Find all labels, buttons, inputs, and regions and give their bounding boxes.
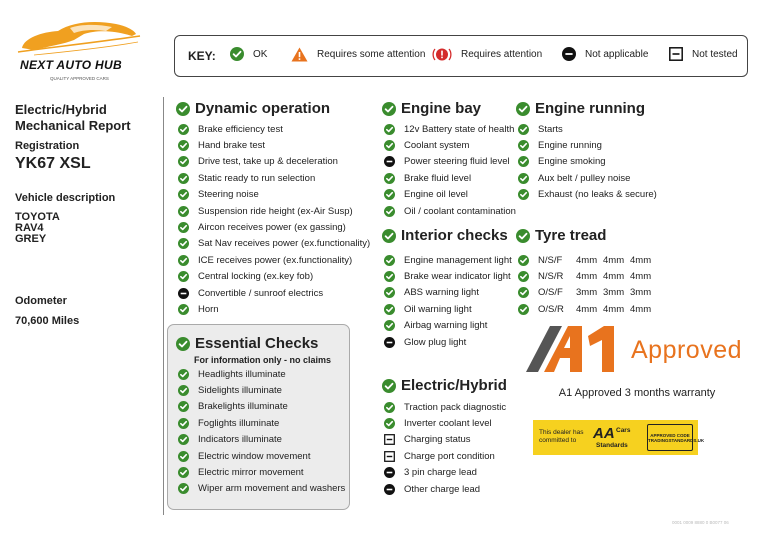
- essential-checks-subtitle: For information only - no claims: [194, 355, 332, 365]
- check-item: [178, 154, 370, 170]
- ok-icon: [384, 124, 395, 135]
- check-item: [384, 301, 512, 317]
- not-applicable-icon: [384, 467, 395, 478]
- check-item: [384, 137, 516, 153]
- check-item-label: 12v Battery state of health: [404, 123, 515, 135]
- check-item: [384, 481, 506, 497]
- tread-depth: 4mm: [603, 303, 625, 315]
- check-item: [178, 301, 370, 317]
- check-item: [384, 318, 512, 334]
- check-item-label: Oil / coolant contamination: [404, 205, 516, 217]
- check-item: [384, 432, 506, 448]
- interior-checks-heading: Interior checks: [382, 227, 508, 244]
- check-item: [178, 170, 370, 186]
- ok-icon: [518, 287, 529, 298]
- not-tested-icon: [384, 451, 395, 462]
- key-not-applicable: [562, 47, 648, 61]
- vehicle-description: [15, 212, 60, 245]
- check-item: [384, 121, 516, 137]
- vehicle-description-label: Vehicle description: [15, 192, 116, 204]
- electric-hybrid-heading: Electric/Hybrid: [382, 377, 507, 394]
- check-item-label: Headlights illuminate: [198, 368, 286, 380]
- check-item-label: Aircon receives power (ex gassing): [198, 222, 346, 234]
- key-alert: [432, 47, 542, 62]
- check-item: [178, 382, 345, 398]
- check-item: [178, 203, 370, 219]
- engine-running-heading: Engine running: [516, 100, 645, 117]
- ok-icon: [518, 156, 529, 167]
- key-title: KEY:: [188, 49, 216, 63]
- registration-label: Registration: [15, 140, 80, 152]
- check-item-label: Drive test, take up & deceleration: [198, 156, 338, 168]
- tyre-position: O/S/R: [538, 303, 564, 315]
- tyre-row: [518, 285, 657, 301]
- check-item-label: Charge port condition: [404, 450, 495, 462]
- check-item: [178, 121, 370, 137]
- tyre-position: N/S/F: [538, 254, 563, 266]
- tread-depth: 3mm: [603, 287, 625, 299]
- ok-icon: [382, 379, 396, 393]
- brand-name: NEXT AUTO HUB: [20, 58, 122, 72]
- check-item: [384, 334, 512, 350]
- ok-icon: [178, 140, 189, 151]
- car-silhouette-icon: [14, 14, 144, 60]
- check-item-label: Traction pack diagnostic: [404, 401, 507, 413]
- ok-icon: [516, 102, 530, 116]
- vehicle-colour: GREY: [15, 233, 47, 245]
- check-item-label: Brake fluid level: [404, 172, 472, 184]
- ok-icon: [384, 304, 395, 315]
- ok-icon: [178, 467, 189, 478]
- tread-depth: 4mm: [630, 254, 652, 266]
- a1-mark-icon: [524, 322, 628, 374]
- engine-bay-list: [384, 121, 516, 219]
- check-item-label: Glow plug light: [404, 336, 467, 348]
- ok-icon: [518, 271, 529, 282]
- check-item: [178, 219, 370, 235]
- aa-cars-standards-badge: [533, 420, 705, 455]
- check-item: [518, 121, 657, 137]
- check-item-label: Central locking (ex.key fob): [198, 271, 314, 283]
- check-item-label: Starts: [538, 123, 563, 135]
- ok-icon: [384, 206, 395, 217]
- footnote: 0001 0009 8880 0 B0077 06: [672, 520, 729, 525]
- tyre-position: O/S/F: [538, 287, 563, 299]
- aa-logo: AA: [593, 425, 615, 442]
- ok-icon: [178, 451, 189, 462]
- tyre-tread-list: [518, 252, 657, 318]
- not-tested-icon: [384, 434, 395, 445]
- check-item-label: Sat Nav receives power (ex.functionality): [198, 238, 371, 250]
- tread-depth: 4mm: [630, 303, 652, 315]
- tread-depth: 3mm: [576, 287, 598, 299]
- check-item: [178, 236, 370, 252]
- check-item-label: Foglights illuminate: [198, 417, 280, 429]
- tyre-tread-heading: Tyre tread: [516, 227, 606, 244]
- not-tested-icon: [669, 47, 683, 61]
- check-item: [384, 268, 512, 284]
- ok-icon: [384, 402, 395, 413]
- check-item-label: Engine management light: [404, 254, 512, 266]
- check-item: [178, 432, 345, 448]
- check-item-label: Engine running: [538, 140, 602, 152]
- ok-icon: [176, 337, 190, 351]
- check-item-label: ICE receives power (ex.functionality): [198, 254, 353, 266]
- not-applicable-icon: [384, 484, 395, 495]
- ok-icon: [384, 255, 395, 266]
- check-item-label: Charging status: [404, 434, 471, 446]
- check-item-label: Suspension ride height (ex-Air Susp): [198, 205, 353, 217]
- tread-depth: 4mm: [576, 271, 598, 283]
- check-item-label: Electric window movement: [198, 450, 311, 462]
- dynamic-operation-heading: Dynamic operation: [176, 100, 330, 117]
- check-item: [518, 154, 657, 170]
- tread-depth: 4mm: [603, 271, 625, 283]
- engine-bay-heading: Engine bay: [382, 100, 481, 117]
- ok-icon: [384, 271, 395, 282]
- check-item: [384, 187, 516, 203]
- engine-running-list: [518, 121, 657, 203]
- ok-icon: [384, 287, 395, 298]
- ok-icon: [178, 206, 189, 217]
- check-item-label: Wiper arm movement and washers: [198, 483, 346, 495]
- check-item: [384, 203, 516, 219]
- check-item-label: Convertible / sunroof electrics: [198, 287, 324, 299]
- ok-icon: [178, 189, 189, 200]
- check-item-label: Brake efficiency test: [198, 123, 283, 135]
- ok-icon: [178, 418, 189, 429]
- check-item-label: Brakelights illuminate: [198, 401, 288, 413]
- ok-icon: [384, 418, 395, 429]
- check-item: [384, 415, 506, 431]
- key-warning: [291, 47, 425, 62]
- ok-icon: [178, 238, 189, 249]
- essential-checks-list: [178, 366, 345, 497]
- check-item: [384, 252, 512, 268]
- check-item: [518, 137, 657, 153]
- ok-icon: [384, 173, 395, 184]
- ok-icon: [518, 173, 529, 184]
- check-item: [178, 187, 370, 203]
- ok-icon: [518, 304, 529, 315]
- ok-icon: [518, 255, 529, 266]
- vehicle-model: RAV4: [15, 222, 44, 234]
- check-item-label: Hand brake test: [198, 140, 266, 152]
- check-item-label: Brake wear indicator light: [404, 271, 511, 283]
- check-item-label: Sidelights illuminate: [198, 385, 282, 397]
- alert-icon: [432, 47, 452, 62]
- ok-icon: [382, 229, 396, 243]
- ok-icon: [384, 140, 395, 151]
- check-item: [178, 481, 345, 497]
- ok-icon: [176, 102, 190, 116]
- ok-icon: [518, 124, 529, 135]
- check-item: [384, 399, 506, 415]
- brand-tagline: QUALITY APPROVED CARS: [50, 76, 109, 81]
- check-item: [178, 415, 345, 431]
- key-ok: [230, 47, 267, 61]
- ok-icon: [516, 229, 530, 243]
- electric-hybrid-list: [384, 399, 506, 497]
- check-item: [178, 137, 370, 153]
- check-item: [178, 252, 370, 268]
- ok-icon: [384, 320, 395, 331]
- odometer-label: Odometer: [15, 295, 67, 307]
- check-item-label: Power steering fluid level: [404, 156, 510, 168]
- check-item: [178, 285, 370, 301]
- ok-icon: [178, 483, 189, 494]
- not-applicable-icon: [562, 47, 576, 61]
- a1-approved-logo: [524, 322, 750, 374]
- check-item: [384, 285, 512, 301]
- odometer-value: 70,600 Miles: [15, 315, 80, 327]
- ok-icon: [178, 434, 189, 445]
- ok-icon: [178, 173, 189, 184]
- check-item-label: Airbag warning light: [404, 320, 488, 332]
- ok-icon: [382, 102, 396, 116]
- tread-depth: 4mm: [603, 254, 625, 266]
- check-item-label: 3 pin charge lead: [404, 467, 477, 479]
- check-item: [178, 269, 370, 285]
- check-item: [178, 464, 345, 480]
- check-item: [384, 448, 506, 464]
- warning-icon: [291, 47, 308, 62]
- check-item: [178, 399, 345, 415]
- check-item-label: ABS warning light: [404, 287, 479, 299]
- check-item-label: Inverter coolant level: [404, 418, 492, 430]
- check-item-label: Coolant system: [404, 140, 470, 152]
- ok-icon: [518, 140, 529, 151]
- ok-icon: [178, 156, 189, 167]
- tread-depth: 3mm: [630, 287, 652, 299]
- tyre-row: [518, 268, 657, 284]
- check-item-label: Electric mirror movement: [198, 467, 304, 479]
- aa-standards-label: Standards: [596, 442, 628, 449]
- ok-icon: [230, 47, 244, 61]
- ok-icon: [178, 369, 189, 380]
- check-item-label: Steering noise: [198, 189, 259, 201]
- column-divider: [163, 97, 164, 515]
- tyre-row: [518, 301, 657, 317]
- ok-icon: [178, 222, 189, 233]
- key-warning-label: Requires some attention: [317, 49, 426, 60]
- approved-code-seal: APPROVED CODE TRADINGSTANDARDS.UK: [647, 424, 693, 451]
- status-key: [174, 35, 748, 77]
- not-applicable-icon: [178, 288, 189, 299]
- tread-depth: 4mm: [576, 303, 598, 315]
- ok-icon: [178, 401, 189, 412]
- check-item-label: Aux belt / pulley noise: [538, 172, 631, 184]
- check-item-label: Other charge lead: [404, 483, 481, 495]
- not-applicable-icon: [384, 337, 395, 348]
- ok-icon: [178, 304, 189, 315]
- ok-icon: [178, 124, 189, 135]
- check-item: [178, 448, 345, 464]
- tyre-row: [518, 252, 657, 268]
- check-item: [384, 154, 516, 170]
- ok-icon: [384, 189, 395, 200]
- check-item-label: Engine oil level: [404, 189, 468, 201]
- a1-approved-word: Approved: [631, 336, 743, 364]
- aa-cars-label: Cars: [616, 427, 631, 434]
- check-item-label: Engine smoking: [538, 156, 606, 168]
- tyre-position: N/S/R: [538, 271, 564, 283]
- check-item: [518, 187, 657, 203]
- check-item-label: Exhaust (no leaks & secure): [538, 189, 657, 201]
- check-item-label: Oil warning light: [404, 303, 472, 315]
- key-not-tested: [669, 47, 738, 61]
- check-item-label: Indicators illuminate: [198, 434, 282, 446]
- report-title: Electric/Hybrid Mechanical Report: [15, 102, 131, 133]
- vehicle-make: TOYOTA: [15, 211, 60, 223]
- ok-icon: [518, 189, 529, 200]
- tread-depth: 4mm: [576, 254, 598, 266]
- interior-checks-list: [384, 252, 512, 350]
- check-item: [178, 366, 345, 382]
- registration-value: YK67 XSL: [15, 155, 91, 172]
- not-applicable-icon: [384, 156, 395, 167]
- check-item-label: Static ready to run selection: [198, 172, 316, 184]
- key-nt-label: Not tested: [692, 48, 738, 60]
- key-na-label: Not applicable: [585, 48, 649, 60]
- check-item: [384, 465, 506, 481]
- check-item: [384, 170, 516, 186]
- ok-icon: [178, 255, 189, 266]
- tread-depth: 4mm: [630, 271, 652, 283]
- brand-logo: [14, 14, 144, 92]
- check-item-label: Horn: [198, 303, 219, 315]
- key-ok-label: OK: [253, 48, 268, 60]
- essential-checks-heading: Essential Checks: [176, 335, 318, 352]
- aa-commitment-text: This dealer has committed to: [539, 429, 584, 444]
- warranty-text: A1 Approved 3 months warranty: [558, 387, 716, 399]
- key-alert-label: Requires attention: [461, 49, 543, 60]
- ok-icon: [178, 271, 189, 282]
- dynamic-operation-list: [178, 121, 370, 318]
- ok-icon: [178, 385, 189, 396]
- check-item: [518, 170, 657, 186]
